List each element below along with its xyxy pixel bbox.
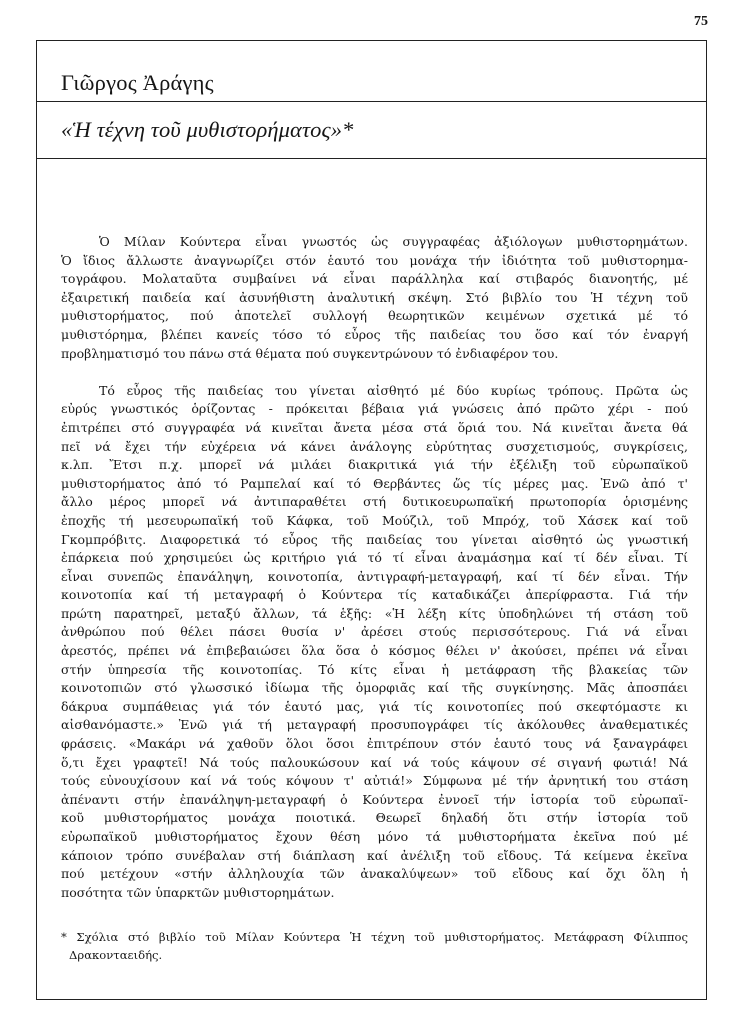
text-line: κοῦ μυθιστορήματος μονάχα ποιοτικά. Θεωρεῖ δηλαδή ὅτι στήν ἱστορία τοῦ <box>61 810 688 826</box>
author-name: Γιῶργος Ἀράγης <box>61 70 214 95</box>
text-line: ἐπιτρέπει στό συγγραφέα νά κινεῖται ἄνετα μέσα στά ὅριά του. Νά κινεῖται ἄνετα θά <box>61 419 688 435</box>
text-line: φράσεις. «Μακάρι νά χαθοῦν ὅλοι ὅσοι ἐπιτρέπουν στόν ἑαυτό τους νά ξαναγράφει <box>61 736 688 752</box>
text-line: δάκρυα συμπάθειας γιά τόν ἑαυτό μας, γιά τίς κοινοτοπίες πού σκεφτόμαστε κι <box>61 698 688 714</box>
text-line: ἐποχῆς τή μεσευρωπαϊκή τοῦ Κάφκα, τοῦ Μούζιλ, τοῦ Μπρόχ, τοῦ Χάσεκ καί τοῦ <box>61 512 688 528</box>
paragraph-2 <box>61 382 688 903</box>
article-body <box>61 233 688 921</box>
text-line: πεῖ νά ἔχει τήν εὐχέρεια νά κάνει ἀνάλογης εὐρύτητας συσχετισμούς, συγκρίσεις, <box>61 438 688 454</box>
text-line: εὐρύς γνωστικός ὁρίζοντας - πρόκειται βέβαια γιά γνώσεις ἀπό πρῶτο χέρι - πού <box>61 401 688 417</box>
text-line: πρώτη παρατηρεῖ, μεταξύ ἄλλων, τά ἑξῆς: «Ἡ λέξη κίτς ὑποδηλώνει τή στάση τοῦ <box>61 605 688 621</box>
text-line: ἄλλο μέρος μπορεῖ νά ἀντιπαραθέτει στή δυτικοευρωπαϊκή πρωτοπορία ὁρισμένης <box>61 494 688 510</box>
text-line: αἰσθανόμαστε.» Ἐνῶ γιά τή μεταγραφή προσυπογράφει τίς ἀκόλουθες ἀναθεματικές <box>61 717 688 733</box>
text-line: ἀπέναντι στήν ἐπανάληψη-μεταγραφή ὁ Κούντερα ἐννοεῖ τήν ἱστορία τοῦ εὐρωπαϊ- <box>61 791 688 807</box>
text-line: εἶναι συνεπῶς ἐπανάληψη, κοινοτοπία, ἀντιγραφή-μεταγραφή, καί τί δέν εἶναι. Τήν <box>61 568 688 584</box>
footnote-line: Δρακονταειδής. <box>69 947 163 962</box>
text-line: ἀρεστός, πρέπει νά ἐπιβεβαιώσει ὅλα ὅσα ὁ κόσμος θέλει ν' ἀκούσει, πρέπει νά εἶναι <box>61 643 688 659</box>
text-line: μυθιστορήματος, πού ἀποτελεῖ συλλογή θεωρητικῶν κειμένων σχετικά μέ τό <box>61 308 688 324</box>
text-line: Ὁ ἴδιος ἄλλωστε ἀναγνωρίζει στόν ἑαυτό του μονάχα τήν ἰδιότητα τοῦ μυθιστορημα- <box>61 252 688 268</box>
footnote <box>61 929 688 964</box>
text-line: ἀνθρώπου πού θέλει πάσει θυσία ν' ἀρέσει στούς περισσότερους. Γιά νά εἶναι <box>61 624 688 640</box>
text-line: κάποιον τρόπο συνέβαλαν στή διάπλαση καί ἀνέλιξη τοῦ εἴδους. Τά κείμενα ἐκεῖνα <box>61 847 688 863</box>
article-frame <box>36 40 707 1000</box>
title-divider <box>37 158 706 159</box>
text-line: Τό εὖρος τῆς παιδείας του γίνεται αἰσθητό μέ δύο κυρίως τρόπους. Πρῶτα ὡς <box>99 382 688 398</box>
article-title: «Ἡ τέχνη τοῦ μυθιστορήματος»* <box>61 117 354 142</box>
text-line: τούς εὐνουχίσουν καί νά τούς κόψουν τ' αὐτιά!» Σύμφωνα μέ τήν ἀρνητική του στάση <box>61 773 688 789</box>
paragraph-1 <box>61 233 688 363</box>
page-number: 75 <box>694 14 708 29</box>
text-line: κοινοτοπιῶν στό γλωσσικό ἰδίωμα τῆς ὀμορφιᾶς καί τῆς συγκίνησης. Μᾶς ἀποσπάει <box>61 680 688 696</box>
text-line: ἐξαιρετική παιδεία καί ἀσυνήθιστη ἀναλυτική σκέψη. Στό βιβλίο του Ἡ τέχνη τοῦ <box>61 289 688 305</box>
text-line: κοινοτοπία καί τή μεταγραφή ὁ Κούντερα τίς καταδικάζει ἀπερίφραστα. Γιά τήν <box>61 587 688 603</box>
text-line: ὅ,τι ἔχει γραφτεῖ! Νά τούς παλουκώσουν καί νά τούς κάψουν σέ σιγανή φωτιά! Νά <box>61 754 688 770</box>
text-line: μυθιστορήματος ἀπό τό Ραμπελαί καί τό Θερβάντες ὥς τίς μέρες μας. Ἐνῶ ἀπό τ' <box>61 475 688 491</box>
text-line: εὐρωπαϊκοῦ μυθιστορήματος ἔχουν θέση μόνο τά μυθιστορήματα ἐκεῖνα πού μέ <box>61 829 688 844</box>
text-line: τογράφου. Μολαταῦτα συμβαίνει νά εἶναι παράλληλα καί στιβαρός διανοητής, μέ <box>61 271 688 287</box>
text-line: πού μετέχουν «στήν ἀλληλουχία τῶν ἀνακαλύψεων» τοῦ εἴδους καί ὄχι ὅλη ἡ <box>61 866 688 882</box>
text-line: Γκομπρόβιτς. Διαφορετικά τό εὖρος τῆς παιδείας του γίνεται αἰσθητό ὡς γνωστική <box>61 531 688 547</box>
text-line: ἐπάρκεια πού χρησιμεύει ὡς κριτήριο γιά τό τί εἶναι ἀναμάσημα καί τί δέν εἶναι. Τί <box>61 550 688 566</box>
text-line: μυθιστόρημα, βλέπει κανείς τόσο τό εὖρος τῆς παιδείας του ὅσο καί τόν ἐναργή <box>61 326 688 342</box>
text-line: Ὁ Μίλαν Κούντερα εἶναι γνωστός ὡς συγγραφέας ἀξιόλογων μυθιστορημάτων. <box>99 234 688 249</box>
text-line: κ.λπ. Ἔτσι π.χ. μπορεῖ νά μιλάει διακριτικά γιά τήν ἐξέλιξη τοῦ εὐρωπαϊκοῦ <box>61 457 688 473</box>
text-line: στήν ὑπηρεσία τῆς κοινοτοπίας. Τό κίτς εἶναι ἡ μετάφραση τῆς βλακείας τῶν <box>61 661 688 677</box>
text-line: ποσότητα τῶν ὑπαρκτῶν μυθιστορημάτων. <box>61 884 335 900</box>
header-divider <box>37 101 706 102</box>
footnote-line: * Σχόλια στό βιβλίο τοῦ Μίλαν Κούντερα Ἡ τέχνη τοῦ μυθιστορήματος. Μετάφραση Φίλιππος <box>61 930 688 944</box>
text-line: προβληματισμό του πάνω στά θέματα πού συγκεντρώνουν τό ἐνδιαφέρον του. <box>61 345 559 361</box>
